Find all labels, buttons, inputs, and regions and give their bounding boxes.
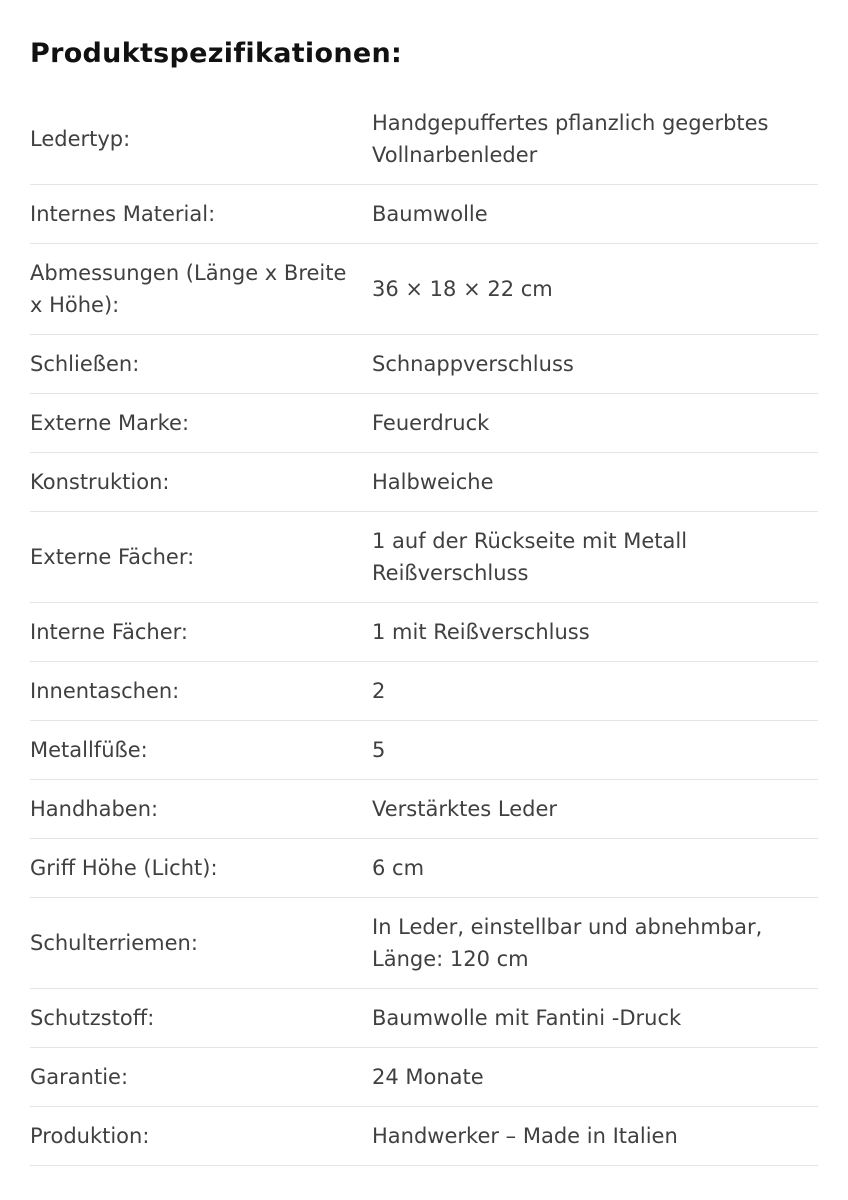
spec-label: Metallfüße: (30, 738, 148, 762)
page-title: Produktspezifikationen: (30, 38, 403, 69)
spec-row-innentaschen (30, 662, 818, 721)
spec-label: Externe Marke: (30, 411, 190, 435)
spec-row-handhaben (30, 780, 818, 839)
spec-value: Handwerker – Made in Italien (372, 1124, 678, 1148)
spec-row-griff-hoehe (30, 839, 818, 898)
spec-value: Verstärktes Leder (372, 797, 558, 821)
spec-label: Abmessungen (Länge x Breite x Höhe): (30, 261, 347, 317)
spec-label: Internes Material: (30, 202, 216, 226)
spec-value: 2 (372, 679, 386, 703)
spec-row-interne-faecher (30, 603, 818, 662)
spec-value: Baumwolle (372, 202, 488, 226)
spec-value: 1 auf der Rückseite mit Metall Reißverschluss (372, 529, 688, 585)
spec-row-externe-faecher (30, 512, 818, 603)
spec-value: 6 cm (372, 856, 425, 880)
spec-value: 1 mit Reißverschluss (372, 620, 590, 644)
spec-row-abmessungen (30, 244, 818, 335)
spec-value: Baumwolle mit Fantini -Druck (372, 1006, 682, 1030)
spec-value: Halbweiche (372, 470, 494, 494)
spec-label: Innentaschen: (30, 679, 180, 703)
spec-row-schutzstoff (30, 989, 818, 1048)
spec-label: Schutzstoff: (30, 1006, 155, 1030)
spec-row-garantie (30, 1048, 818, 1107)
spec-value: 36 × 18 × 22 cm (372, 277, 553, 301)
spec-label: Externe Fächer: (30, 545, 195, 569)
spec-label: Konstruktion: (30, 470, 170, 494)
spec-table (30, 94, 818, 1166)
spec-value: 24 Monate (372, 1065, 484, 1089)
spec-row-schliessen (30, 335, 818, 394)
spec-label: Griff Höhe (Licht): (30, 856, 218, 880)
spec-label: Interne Fächer: (30, 620, 188, 644)
spec-value: 5 (372, 738, 386, 762)
spec-label: Produktion: (30, 1124, 150, 1148)
spec-label: Handhaben: (30, 797, 159, 821)
spec-label: Schulterriemen: (30, 931, 198, 955)
spec-value: Feuerdruck (372, 411, 490, 435)
spec-row-internes-material (30, 185, 818, 244)
spec-label: Garantie: (30, 1065, 129, 1089)
spec-row-ledertyp (30, 94, 818, 185)
spec-value: Schnappverschluss (372, 352, 574, 376)
spec-value: In Leder, einstellbar und abnehmbar, Länge: 120 cm (372, 915, 763, 971)
spec-label: Ledertyp: (30, 127, 131, 151)
spec-row-metallfuesse (30, 721, 818, 780)
spec-row-externe-marke (30, 394, 818, 453)
spec-value: Handgepuffertes pflanzlich gegerbtes Vollnarbenleder (372, 111, 769, 167)
spec-row-konstruktion (30, 453, 818, 512)
spec-row-produktion (30, 1107, 818, 1166)
spec-label: Schließen: (30, 352, 140, 376)
spec-row-schulterriemen (30, 898, 818, 989)
